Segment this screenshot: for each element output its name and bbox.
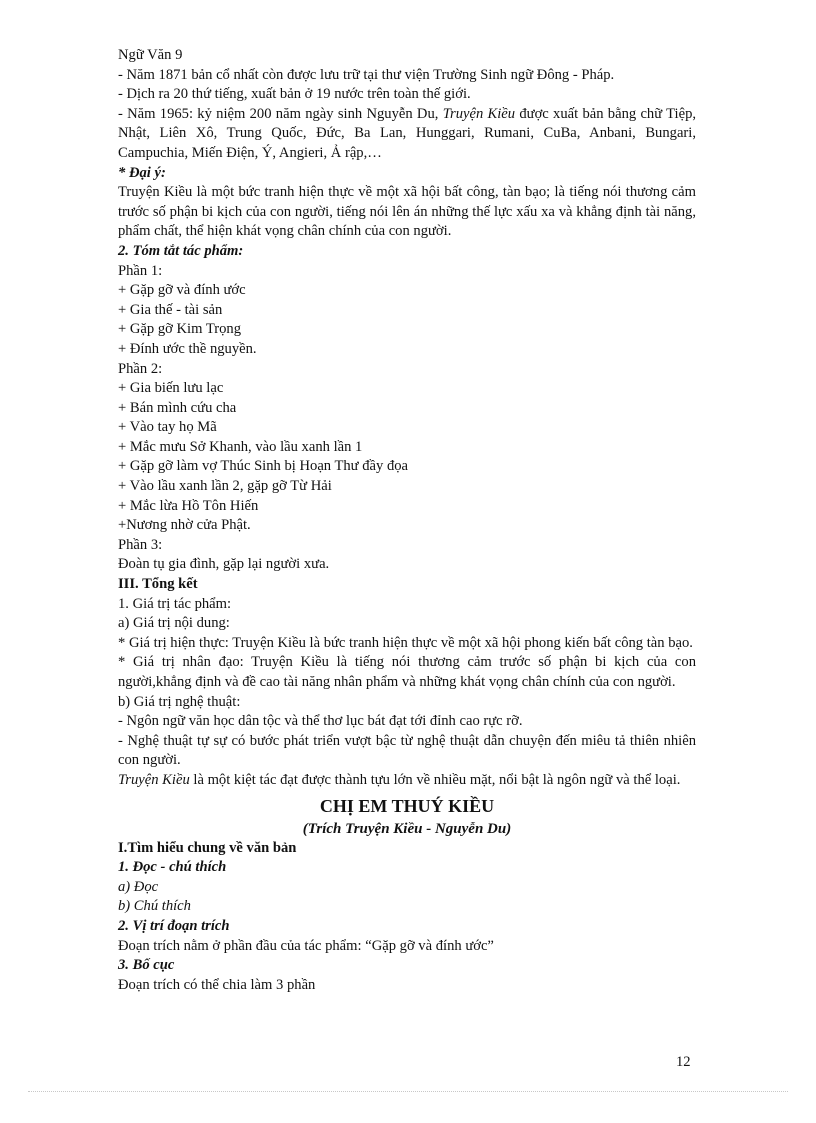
list-item: + Gia biến lưu lạc: [118, 380, 224, 397]
intro-item: - Dịch ra 20 thứ tiếng, xuất bản ở 19 nước trên toàn thế giới.: [118, 86, 471, 103]
intro-1965-suffix: được xuất bản bằng chữ Tiệp, Nhật, Liên Xô, Trung Quốc, Đức, Ba Lan, Hunggari, Rumani, CuBa, Anbani, Bungari, Campuchia, Miến Điện, Ý, Angieri, Ả rập,…: [118, 105, 697, 161]
section-heading: I.Tìm hiểu chung về văn bản: [118, 839, 297, 856]
list-item: Đoàn tụ gia đình, gặp lại người xưa.: [118, 556, 330, 573]
list-item: + Bán mình cứu cha: [118, 399, 237, 416]
part-label: Phần 2:: [118, 360, 163, 377]
final-paragraph: [118, 771, 696, 791]
list-item: + Gia thế - tài sản: [118, 301, 223, 318]
intro-item-1965: [118, 105, 696, 164]
part-label: Phần 3:: [118, 536, 163, 553]
intro-item: - Năm 1871 bản cổ nhất còn được lưu trữ tại thư viện Trường Sinh ngữ Đông - Pháp.: [118, 66, 615, 83]
list-item: + Gặp gỡ Kim Trọng: [118, 321, 241, 338]
list-item: + Gặp gỡ làm vợ Thúc Sinh bị Hoạn Thư đầy đọa: [118, 458, 409, 475]
work-title: Truyện Kiều: [118, 771, 190, 788]
humanism-paragraph: * Giá trị nhân đạo: Truyện Kiều là tiếng nói thương cảm trước số phận bi kịch của con người,khẳng định và đề cao tài năng nhân phẩm và những khát vọng chân chính của con người.: [118, 654, 696, 690]
intro-1965-prefix: - Năm 1965: kỷ niệm 200 năm ngày sinh Nguyễn Du,: [118, 105, 443, 122]
layout-heading: 3. Bố cục: [118, 957, 175, 974]
lesson-title: CHỊ EM THUÝ KIỀU: [319, 795, 495, 816]
reading-a: a) Đọc: [118, 878, 159, 895]
art-item: - Nghệ thuật tự sự có bước phát triển vượt bậc từ nghệ thuật dẫn chuyện đến miêu tả thiên nhiên con người.: [118, 732, 696, 769]
art-item: - Ngôn ngữ văn học dân tộc và thể thơ lục bát đạt tới đỉnh cao rực rỡ.: [118, 713, 523, 730]
page-number: 12: [676, 1054, 691, 1070]
position-text: Đoạn trích nằm ở phần đầu của tác phẩm: “Gặp gỡ và đính ước”: [118, 937, 494, 954]
list-item: + Đính ước thề nguyền.: [118, 340, 257, 357]
page-content: [118, 46, 696, 995]
work-title: Truyện Kiều: [442, 105, 516, 122]
dai-y-text: Truyện Kiều là một bức tranh hiện thực về một xã hội bất công, tàn bạo; là tiếng nói thương cảm trước số phận bi kịch của con người, tiếng nói lên án những thế lực xấu xa và khẳng định tài năng, phẩm chất, thể hiện khát vọng chân chính của con người.: [118, 184, 696, 240]
list-item: + Mắc lừa Hồ Tôn Hiến: [118, 497, 259, 514]
list-item: + Vào lầu xanh lần 2, gặp gỡ Từ Hải: [118, 478, 332, 495]
dai-y-heading: * Đại ý:: [118, 164, 166, 181]
value-heading: 1. Giá trị tác phẩm:: [118, 595, 232, 612]
reading-b: b) Chú thích: [118, 898, 191, 915]
conclusion-heading: III. Tổng kết: [118, 576, 198, 593]
list-item: + Vào tay họ Mã: [118, 419, 217, 436]
position-heading: 2. Vị trí đoạn trích: [118, 917, 230, 934]
art-heading: b) Giá trị nghệ thuật:: [118, 693, 241, 710]
reading-heading: 1. Đọc - chú thích: [118, 859, 227, 876]
list-item: +Nương nhờ cửa Phật.: [118, 517, 251, 534]
final-text: là một kiệt tác đạt được thành tựu lớn về nhiều mặt, nổi bật là ngôn ngữ và thể loại.: [189, 771, 681, 788]
list-item: + Mắc mưu Sở Khanh, vào lầu xanh lần 1: [118, 438, 363, 455]
list-item: + Gặp gỡ và đính ước: [118, 282, 246, 299]
summary-heading: 2. Tóm tắt tác phẩm:: [118, 242, 244, 259]
realism-paragraph: * Giá trị hiện thực: Truyện Kiều là bức tranh hiện thực về một xã hội phong kiến bất công tàn bạo.: [118, 634, 693, 651]
running-header: Ngữ Văn 9: [118, 47, 183, 63]
page-divider: [28, 1091, 788, 1092]
part-label: Phần 1:: [118, 262, 163, 279]
layout-text: Đoạn trích có thể chia làm 3 phần: [118, 976, 316, 993]
lesson-subtitle: (Trích Truyện Kiều - Nguyễn Du): [302, 820, 512, 837]
content-heading: a) Giá trị nội dung:: [118, 615, 230, 632]
